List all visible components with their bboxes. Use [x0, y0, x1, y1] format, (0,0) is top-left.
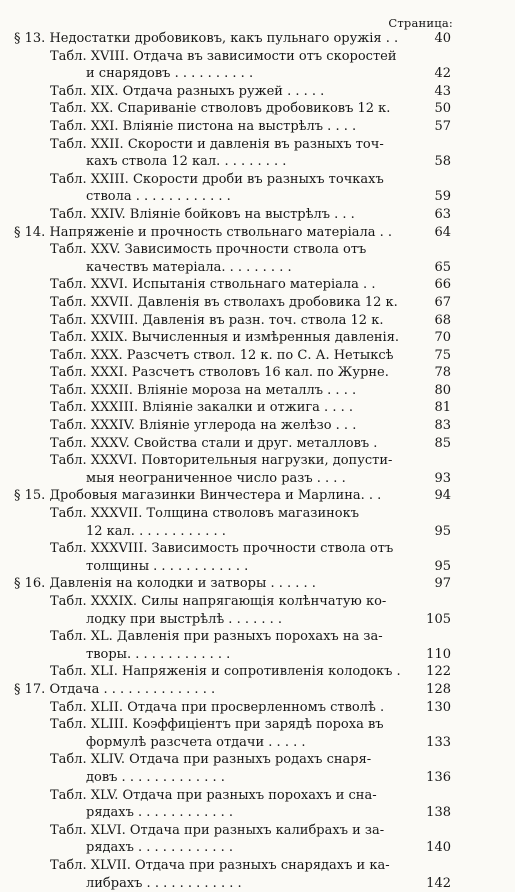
toc-table-entry — [0, 294, 515, 312]
toc-entry-continuation — [0, 523, 515, 541]
page-column-header: Страница: — [388, 16, 453, 30]
toc-entry-title: Табл. XXX. Разсчетъ ствол. 12 к. по С. А. Нетыксѣ — [50, 347, 394, 365]
toc-page-number: 42 — [434, 65, 451, 83]
toc-entry-title: рядахъ . . . . . . . . . . . . — [86, 804, 233, 822]
toc-page-number: 80 — [434, 382, 451, 400]
toc-page-number: 68 — [434, 312, 451, 330]
toc-entry-title: кахъ ствола 12 кал. . . . . . . . . — [86, 153, 286, 171]
toc-page-number: 75 — [434, 347, 451, 365]
toc-entry-continuation — [0, 769, 515, 787]
toc-table-entry — [0, 382, 515, 400]
toc-page-number: 97 — [434, 575, 451, 593]
toc-table-entry — [0, 822, 515, 840]
toc-section-entry — [0, 30, 515, 48]
toc-page-number: 64 — [434, 224, 451, 242]
toc-entry-continuation — [0, 188, 515, 206]
toc-entry-title: Табл. XXXII. Вліяніе мороза на металлъ . . . . — [50, 382, 356, 400]
toc-entry-title: Табл. XXVI. Испытанія ствольнаго матеріала . . — [50, 276, 375, 294]
toc-table-entry — [0, 628, 515, 646]
toc-entry-title: Табл. XX. Спариваніе стволовъ дробовиковъ 12 к. — [50, 100, 390, 118]
toc-entry-title: Табл. XLIII. Коэффиціентъ при зарядѣ пороха въ — [50, 716, 384, 734]
toc-entry-title: Табл. XXXIII. Вліяніе закалки и отжига . . . . — [50, 399, 353, 417]
toc-entry-title: Табл. XLVII. Отдача при разныхъ снарядахъ и ка- — [50, 857, 390, 875]
toc-table-entry — [0, 48, 515, 66]
toc-page-number: 133 — [426, 734, 451, 752]
toc-entry-title: § 16. Давленія на колодки и затворы . . . . . . — [14, 575, 316, 593]
toc-entry-continuation — [0, 470, 515, 488]
toc-page-number: 66 — [434, 276, 451, 294]
toc-page-number: 130 — [426, 699, 451, 717]
toc-entry-continuation — [0, 153, 515, 171]
toc-table-entry — [0, 751, 515, 769]
toc-page-number: 93 — [434, 470, 451, 488]
toc-page-number: 50 — [434, 100, 451, 118]
toc-table-entry — [0, 435, 515, 453]
toc-page-number: 81 — [434, 399, 451, 417]
toc-entry-title: Табл. XXIII. Скорости дроби въ разныхъ точкахъ — [50, 171, 384, 189]
toc-page-number: 58 — [434, 153, 451, 171]
table-of-contents — [0, 30, 515, 892]
toc-entry-title: Табл. XXXVI. Повторительныя нагрузки, допусти- — [50, 452, 392, 470]
toc-entry-title: Табл. XLIV. Отдача при разныхъ родахъ снаря- — [50, 751, 371, 769]
toc-entry-title: Табл. XXXVII. Толщина стволовъ магазинокъ — [50, 505, 359, 523]
toc-entry-title: Табл. XXXI. Разсчетъ стволовъ 16 кал. по Журне. — [50, 364, 389, 382]
toc-entry-title: Табл. XXII. Скорости и давленія въ разныхъ точ- — [50, 136, 384, 154]
toc-entry-title: Табл. XXXIV. Вліяніе углерода на желѣзо . . . — [50, 417, 356, 435]
toc-page-number: 59 — [434, 188, 451, 206]
toc-entry-continuation — [0, 65, 515, 83]
toc-entry-title: ствола . . . . . . . . . . . . — [86, 188, 231, 206]
toc-table-entry — [0, 100, 515, 118]
toc-table-entry — [0, 540, 515, 558]
toc-entry-title: Табл. XIX. Отдача разныхъ ружей . . . . . — [50, 83, 324, 101]
toc-entry-title: довъ . . . . . . . . . . . . . — [86, 769, 225, 787]
toc-entry-continuation — [0, 558, 515, 576]
toc-entry-title: лодку при выстрѣлѣ . . . . . . . — [86, 611, 282, 629]
toc-entry-title: Табл. XXI. Вліяніе пистона на выстрѣлъ . . . . — [50, 118, 356, 136]
toc-entry-continuation — [0, 839, 515, 857]
toc-section-entry — [0, 575, 515, 593]
toc-table-entry — [0, 276, 515, 294]
toc-entry-title: Табл. XLVI. Отдача при разныхъ калибрахъ и за- — [50, 822, 384, 840]
toc-table-entry — [0, 452, 515, 470]
toc-entry-title: Табл. XXV. Зависимость прочности ствола отъ — [50, 241, 366, 259]
toc-entry-title: Табл. XL. Давленія при разныхъ порохахъ на за- — [50, 628, 383, 646]
toc-page-number: 85 — [434, 435, 451, 453]
toc-entry-continuation — [0, 611, 515, 629]
toc-table-entry — [0, 399, 515, 417]
toc-entry-title: либрахъ . . . . . . . . . . . . — [86, 875, 242, 892]
toc-entry-title: рядахъ . . . . . . . . . . . . — [86, 839, 233, 857]
toc-page-number: 78 — [434, 364, 451, 382]
toc-entry-title: и снарядовъ . . . . . . . . . . — [86, 65, 253, 83]
toc-page-number: 140 — [426, 839, 451, 857]
toc-entry-continuation — [0, 259, 515, 277]
toc-table-entry — [0, 312, 515, 330]
toc-section-entry — [0, 681, 515, 699]
toc-entry-title: Табл. XLII. Отдача при просверленномъ стволѣ . — [50, 699, 384, 717]
toc-table-entry — [0, 83, 515, 101]
toc-table-entry — [0, 136, 515, 154]
toc-page-number: 57 — [434, 118, 451, 136]
toc-table-entry — [0, 417, 515, 435]
toc-entry-title: формулѣ разсчета отдачи . . . . . — [86, 734, 305, 752]
toc-entry-title: творы. . . . . . . . . . . . . — [86, 646, 230, 664]
toc-table-entry — [0, 716, 515, 734]
toc-entry-title: Табл. XXIV. Вліяніе бойковъ на выстрѣлъ . . . — [50, 206, 355, 224]
toc-table-entry — [0, 857, 515, 875]
toc-page-number: 70 — [434, 329, 451, 347]
toc-page-number: 105 — [426, 611, 451, 629]
toc-entry-title: Табл. XXXIX. Силы напрягающія колѣнчатую ко- — [50, 593, 386, 611]
toc-page-number: 95 — [434, 558, 451, 576]
toc-table-entry — [0, 787, 515, 805]
toc-entry-title: § 13. Недостатки дробовиковъ, какъ пульнаго оружія . . — [14, 30, 398, 48]
toc-page-number: 138 — [426, 804, 451, 822]
toc-table-entry — [0, 699, 515, 717]
toc-table-entry — [0, 241, 515, 259]
toc-page-number: 40 — [434, 30, 451, 48]
toc-entry-title: § 17. Отдача . . . . . . . . . . . . . . — [14, 681, 215, 699]
toc-table-entry — [0, 364, 515, 382]
toc-entry-title: мыя неограниченное число разъ . . . . — [86, 470, 346, 488]
toc-entry-title: Табл. XXXVIII. Зависимость прочности ствола отъ — [50, 540, 393, 558]
toc-page-number: 67 — [434, 294, 451, 312]
toc-entry-title: Табл. XXXV. Свойства стали и друг. металловъ . — [50, 435, 377, 453]
toc-entry-continuation — [0, 646, 515, 664]
toc-entry-title: § 15. Дробовыя магазинки Винчестера и Марлина. . . — [14, 487, 381, 505]
toc-section-entry — [0, 487, 515, 505]
toc-page-number: 65 — [434, 259, 451, 277]
toc-entry-title: § 14. Напряженіе и прочность ствольнаго матеріала . . — [14, 224, 392, 242]
toc-page-number: 122 — [426, 663, 451, 681]
toc-table-entry — [0, 206, 515, 224]
toc-entry-title: Табл. XXVIII. Давленія въ разн. точ. ствола 12 к. — [50, 312, 383, 330]
toc-page-number: 136 — [426, 769, 451, 787]
toc-table-entry — [0, 171, 515, 189]
toc-page-number: 128 — [426, 681, 451, 699]
toc-entry-title: Табл. XXIX. Вычисленныя и измѣренныя давленія. — [50, 329, 399, 347]
toc-table-entry — [0, 593, 515, 611]
toc-table-entry — [0, 329, 515, 347]
toc-entry-title: качествъ матеріала. . . . . . . . . — [86, 259, 292, 277]
toc-table-entry — [0, 347, 515, 365]
toc-entry-title: Табл. XXVII. Давленія въ стволахъ дробовика 12 к. — [50, 294, 398, 312]
toc-entry-continuation — [0, 875, 515, 892]
toc-entry-title: 12 кал. . . . . . . . . . . . — [86, 523, 226, 541]
toc-entry-continuation — [0, 804, 515, 822]
toc-page-number: 142 — [426, 875, 451, 892]
toc-table-entry — [0, 663, 515, 681]
toc-entry-title: Табл. XVIII. Отдача въ зависимости отъ скоростей — [50, 48, 397, 66]
toc-page-number: 43 — [434, 83, 451, 101]
toc-page-number: 83 — [434, 417, 451, 435]
toc-entry-continuation — [0, 734, 515, 752]
toc-table-entry — [0, 118, 515, 136]
toc-entry-title: Табл. XLV. Отдача при разныхъ порохахъ и сна- — [50, 787, 377, 805]
toc-entry-title: Табл. XLI. Напряженія и сопротивленія колодокъ . — [50, 663, 401, 681]
toc-section-entry — [0, 224, 515, 242]
toc-table-entry — [0, 505, 515, 523]
toc-entry-title: толщины . . . . . . . . . . . . — [86, 558, 248, 576]
toc-page-number: 110 — [426, 646, 451, 664]
toc-page-number: 94 — [434, 487, 451, 505]
toc-page-number: 95 — [434, 523, 451, 541]
toc-page-number: 63 — [434, 206, 451, 224]
